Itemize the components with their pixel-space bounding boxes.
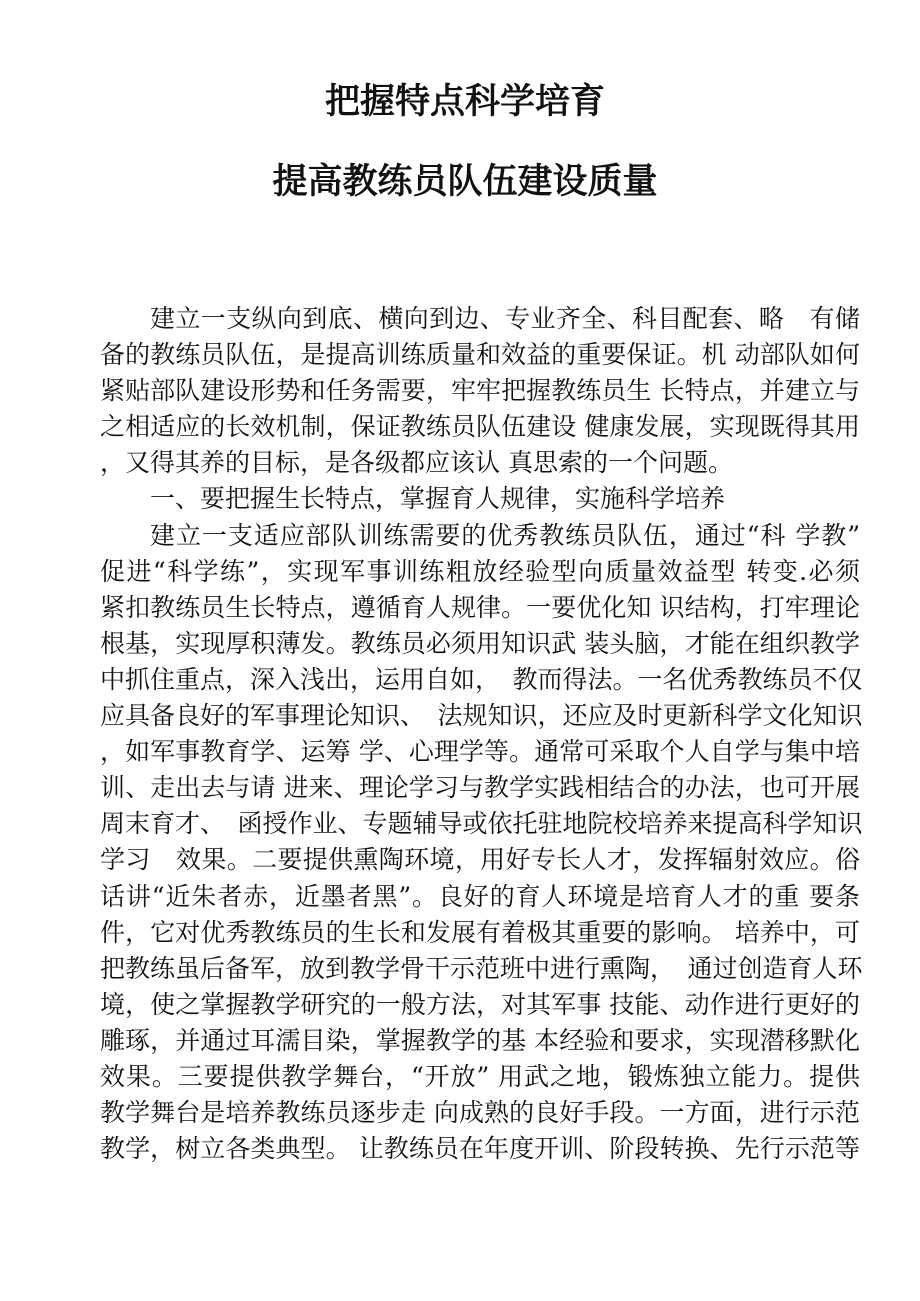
body-line: 境，使之掌握教学研究的一般方法，对其军事 技能、动作进行更好的	[100, 989, 860, 1019]
body-line: 效果。三要提供教学舞台，“开放” 用武之地，锻炼独立能力。提供	[100, 1061, 860, 1091]
document-title-line-2: 提高教练员队伍建设质量	[272, 161, 658, 202]
body-line: 促进“科学练”，实现军事训练粗放经验型向质量效益型 转变.必须	[100, 556, 860, 586]
section-heading: 一、要把握生长特点，掌握育人规律，实施科学培养	[150, 484, 726, 514]
document-title-line-1: 把握特点科学培育	[324, 81, 605, 122]
body-line: 周末育才、 函授作业、专题辅导或依托驻地院校培养来提高科学知识	[100, 809, 863, 839]
body-line: 紧贴部队建设形势和任务需要，牢牢把握教练员生 长特点，并建立与	[100, 376, 860, 406]
body-line: 学习 效果。二要提供熏陶环境，用好专长人才，发挥辐射效应。俗	[100, 845, 860, 875]
document-body	[100, 301, 863, 1167]
body-line: 件，它对优秀教练员的生长和发展有着极其重要的影响。 培养中，可	[100, 917, 860, 947]
body-line: 应具备良好的军事理论知识、 法规知识，还应及时更新科学文化知识	[100, 701, 863, 731]
body-line: 之相适应的长效机制，保证教练员队伍建设 健康发展，实现既得其用	[100, 412, 860, 442]
body-line: 建立一支适应部队训练需要的优秀教练员队伍，通过“科 学教”	[150, 520, 860, 550]
body-line: 训、走出去与请 进来、理论学习与教学实践相结合的办法，也可开展	[100, 773, 860, 803]
body-line: 中抓住重点，深入浅出，运用自如， 教而得法。一名优秀教练员不仅	[100, 664, 863, 694]
body-line: 根基，实现厚积薄发。教练员必须用知识武 装头脑，才能在组织教学	[100, 628, 860, 658]
body-line: 建立一支纵向到底、横向到边、专业齐全、科目配套、略 有储	[150, 304, 860, 333]
body-line: 教学，树立各类典型。 让教练员在年度开训、阶段转换、先行示范等	[100, 1134, 860, 1164]
body-line: 把教练虽后备军，放到教学骨干示范班中进行熏陶， 通过创造育人环	[100, 953, 863, 983]
body-line: 话讲“近朱者赤，近墨者黑”。良好的育人环境是培育人才的重 要条	[100, 881, 860, 911]
body-line: ，又得其养的目标，是各级都应该认 真思索的一个问题。	[100, 448, 733, 478]
body-line: 雕琢，并通过耳濡目染，掌握教学的基 本经验和要求，实现潜移默化	[100, 1025, 860, 1055]
body-line: 备的教练员队伍，是提高训练质量和效益的重要保证。机 动部队如何	[100, 340, 860, 370]
body-line: 紧扣教练员生长特点，遵循育人规律。一要优化知 识结构，打牢理论	[100, 592, 860, 622]
body-line: 教学舞台是培养教练员逐步走 向成熟的良好手段。一方面，进行示范	[100, 1098, 860, 1128]
body-line: ，如军事教育学、运筹 学、心理学等。通常可采取个人自学与集中培	[100, 737, 860, 767]
